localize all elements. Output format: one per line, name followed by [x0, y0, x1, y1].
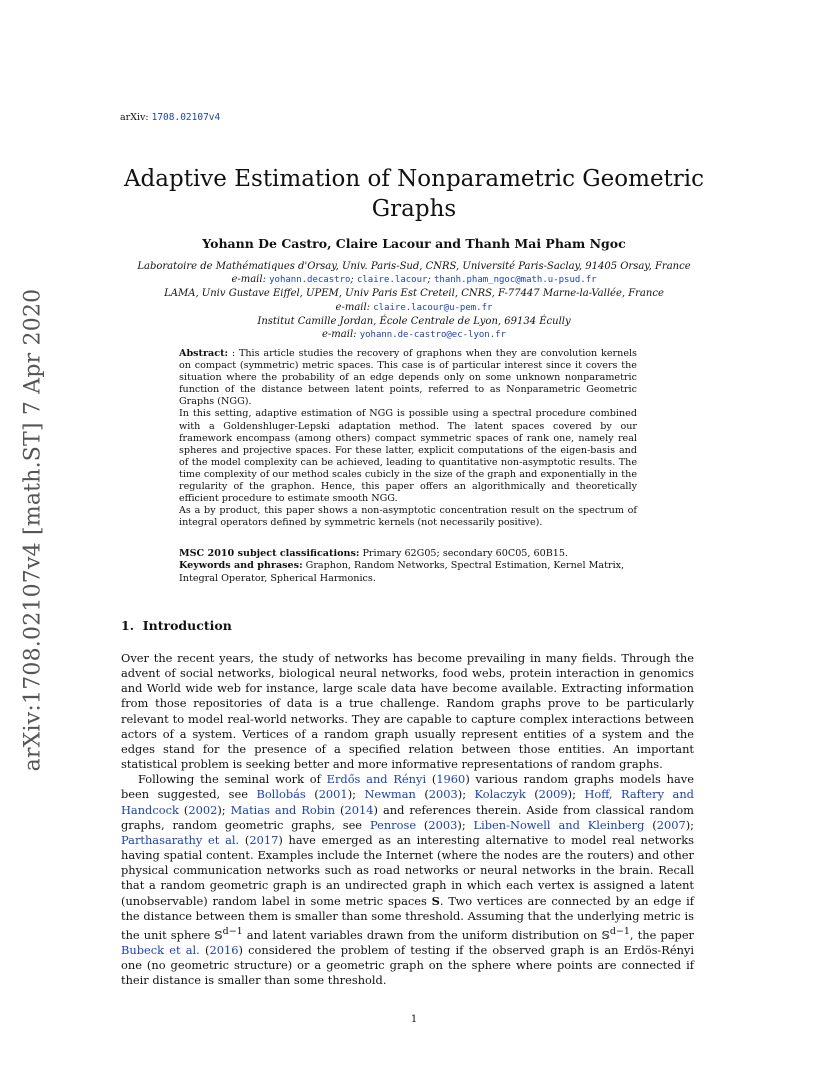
math-sphere: 𝕊 — [601, 927, 610, 942]
page-number: 1 — [410, 1014, 418, 1025]
email-line-1: e-mail: yohann.decastro; claire.lacour; thanh.pham_ngoc@math.u-psud.fr — [231, 274, 597, 286]
section-heading: 1. Introduction — [121, 618, 232, 633]
abstract-paragraph: As a by product, this paper shows a non-asymptotic concentration result on the spectrum of integral operators defined by symmetric kernels (not necessarily positive). — [179, 505, 637, 529]
msc-line: MSC 2010 subject classifications: Primary 62G05; secondary 60C05, 60B15. — [179, 548, 569, 559]
citation-link[interactable]: Liben-Nowell and Kleinberg — [473, 817, 645, 832]
introduction-body — [121, 651, 694, 988]
affiliation-1: Laboratoire de Mathématiques d'Orsay, Univ. Paris-Sud, CNRS, Université Paris-Saclay, 91405 Orsay, France — [137, 261, 691, 272]
citation-link[interactable]: Bollobás — [256, 787, 306, 802]
citation-link[interactable]: Hoff, Raftery and Handcock — [121, 787, 694, 817]
keywords-line: Keywords and phrases: Graphon, Random Networks, Spectral Estimation, Kernel Matrix, Integral Operator, Spherical Harmonics. — [179, 560, 625, 584]
email-link[interactable]: yohann.de-castro@ec-lyon.fr — [359, 330, 506, 341]
authors: Yohann De Castro, Claire Lacour and Thanh Mai Pham Ngoc — [202, 236, 626, 251]
citation-link[interactable]: Erdős and Rényi — [326, 772, 427, 787]
citation-link[interactable]: Parthasarathy et al. — [121, 832, 240, 847]
affiliation-3: Institut Camille Jordan, École Centrale de Lyon, 69134 Écully — [257, 315, 571, 327]
email-link[interactable]: claire.lacour — [356, 275, 428, 286]
citation-year-link[interactable]: 1960 — [436, 772, 466, 787]
citation-year-link[interactable]: 2017 — [249, 832, 279, 847]
arxiv-id-link[interactable]: 1708.02107v4 — [151, 112, 221, 123]
citation-year-link[interactable]: 2016 — [209, 942, 239, 957]
citation-link[interactable]: Newman — [364, 787, 416, 802]
email-line-3: e-mail: yohann.de-castro@ec-lyon.fr — [322, 329, 506, 341]
citation-year-link[interactable]: 2002 — [188, 802, 218, 817]
arxiv-header — [120, 112, 220, 123]
title-line-1: Adaptive Estimation of Nonparametric Geometric — [123, 166, 705, 192]
arxiv-prefix: arXiv: — [120, 112, 152, 123]
title-line-2: Graphs — [371, 196, 457, 222]
arxiv-side-stamp — [11, 290, 55, 770]
citation-year-link[interactable]: 2003 — [428, 787, 458, 802]
math-symbol-S: S — [431, 893, 440, 908]
abstract-label: Abstract: — [179, 348, 229, 359]
citation-link[interactable]: Penrose — [369, 817, 417, 832]
side-stamp-text: arXiv:1708.02107v4 [math.ST] 7 Apr 2020 — [20, 288, 46, 772]
citation-year-link[interactable]: 2003 — [428, 817, 458, 832]
paper-title — [0, 164, 828, 224]
intro-paragraph-1: Over the recent years, the study of networks has become prevailing in many fields. Through the advent of social networks, biological neural networks, food webs, protein interaction in genomics and World wide web for instance, large scale data have become available. Extracting information from those repositories of data is a true challenge. Random graphs prove to be particularly relevant to model real-world networks. They are capable to capture complex interactions between actors of a system. Vertices of a random graph usually represent entities of a system and the edges stand for the presence of a specified relation between those entities. An important statistical problem is seeking better and more informative representations of random graphs. — [121, 651, 694, 772]
math-sphere: 𝕊 — [214, 927, 223, 942]
email-link[interactable]: thanh.pham_ngoc@math.u-psud.fr — [433, 275, 597, 286]
abstract-paragraph: Abstract: : This article studies the recovery of graphons when they are convolution kernels on compact (symmetric) metric spaces. This case is of particular interest since it covers the situation where the probability of an edge depends only on some unknown nonparametric function of the distance between latent points, referred to as Nonparametric Geometric Graphs (NGG). — [179, 348, 637, 408]
abstract-paragraph: In this setting, adaptive estimation of NGG is possible using a spectral procedure combined with a Goldenshluger-Lepski adaptation method. The latent spaces covered by our framework encompass (among others) compact symmetric spaces of rank one, namely real spheres and projective spaces. For these latter, explicit computations of the eigen-basis and of the model complexity can be achieved, leading to quantitative non-asymptotic results. The time complexity of our method scales cubicly in the size of the graph and exponentially in the regularity of the graphon. Hence, this paper offers an algorithmically and theoretically efficient procedure to estimate smooth NGG. — [179, 408, 637, 505]
email-line-2: e-mail: claire.lacour@u-pem.fr — [335, 301, 493, 313]
citation-year-link[interactable]: 2001 — [318, 787, 348, 802]
citation-link[interactable]: Kolaczyk — [474, 787, 526, 802]
email-link[interactable]: yohann.decastro — [269, 275, 351, 286]
citation-link[interactable]: Matias and Robin — [230, 802, 336, 817]
classifications — [179, 548, 637, 585]
email-link[interactable]: claire.lacour@u-pem.fr — [373, 302, 493, 313]
affiliations — [0, 260, 828, 342]
abstract — [179, 348, 637, 529]
citation-year-link[interactable]: 2009 — [538, 787, 568, 802]
citation-year-link[interactable]: 2007 — [656, 817, 686, 832]
affiliation-2: LAMA, Univ Gustave Eiffel, UPEM, Univ Paris Est Creteil, CNRS, F-77447 Marne-la-Vallée, France — [164, 288, 664, 300]
intro-paragraph-2: Following the seminal work of Erdős and Rényi (1960) various random graphs models have been suggested, see Bollobás (2001); Newman (2003); Kolaczyk (2009); Hoff, Raftery and Handcock (2002); Matias and Robin (2014) and references therein. Aside from classical random graphs, random geometric graphs, see Penrose (2003); Liben-Nowell and Kleinberg (2007); Parthasarathy et al. (2017) have emerged as an interesting alternative to model real networks having spatial content. Examples include the Internet (where the nodes are the routers) and other physical communication networks such as road networks or neural networks in the brain. Recall that a random geometric graph is an undirected graph in which each vertex is assigned a latent (unobservable) random label in some metric spaces S. Two vertices are connected by an edge if the distance between them is smaller than some threshold. Assuming that the underlying metric is the unit sphere 𝕊$^{d-1}$ and latent variables drawn from the uniform distribution on 𝕊$^{d-1}$, the paper Bubeck et al. (2016) considered the problem of testing if the observed graph is an Erdös-Rényi one (no geometric structure) or a geometric graph on the sphere where points are connected if their distance is smaller than some threshold. — [121, 772, 694, 988]
citation-link[interactable]: Bubeck et al. — [121, 942, 200, 957]
citation-year-link[interactable]: 2014 — [344, 802, 374, 817]
